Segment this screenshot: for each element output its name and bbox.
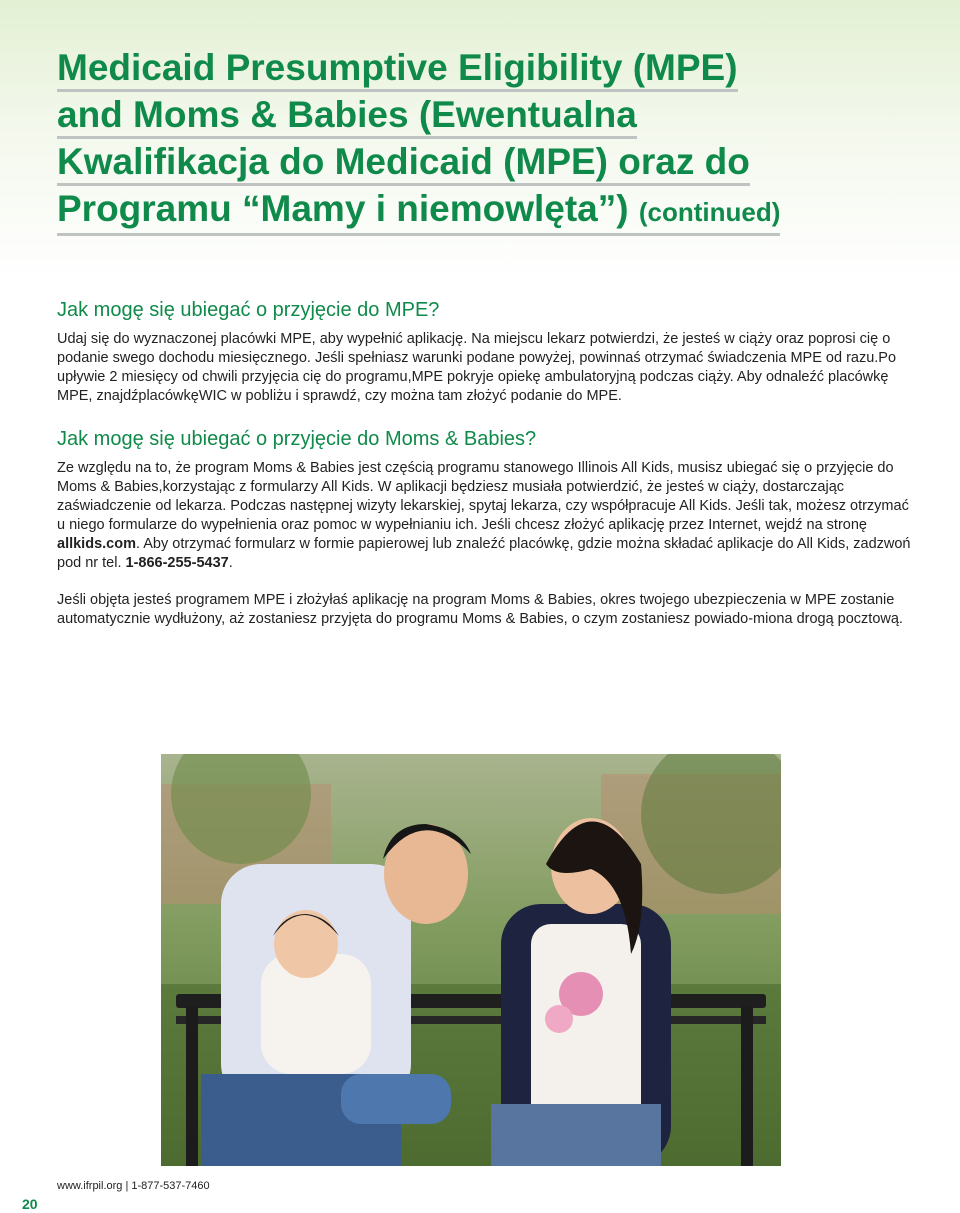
title-line-2: and Moms & Babies (Ewentualna (57, 95, 637, 139)
text-segment-b: . Aby otrzymać formularz w formie papierowej lub znaleźć placówkę, gdzie można składać aplikacje do All Kids, zadzwoń pod nr tel. (57, 536, 911, 571)
section-text-mpe-extension: Jeśli objęta jesteś programem MPE i złożyłaś aplikację na program Moms & Babies, okres twojego ubezpieczenia w MPE zostanie automatycznie wydłużony, aż zostaniesz przyjęta do programu Moms & Babies, o czym zostaniesz powiado-miona drogą pocztową. (57, 592, 903, 627)
phone-number: 1-866-255-5437 (125, 555, 229, 571)
section-heading-mpe: Jak mogę się ubiegać o przyjęcie do MPE? (57, 299, 440, 321)
title-line-3: Kwalifikacja do Medicaid (MPE) oraz do (57, 142, 750, 186)
title-line-4 (57, 189, 780, 236)
text-segment-a: Ze względu na to, że program Moms & Babies jest częścią programu stanowego Illinois All Kids, musisz ubiegać się o przyjęcie do Moms & Babies,korzystając z formularzy All Kids. W aplikacji będziesz musiała potwierdzić, że jesteś w ciąży, dostarczając zaświadczenie od lekarza. Podczas następnej wizyty lekarskiej, spytaj lekarza, czy współpracuje All Kids. Jeśli tak, możesz otrzymać u niego formularze do wypełnienia oraz pomoc w wypełnianiu ich. Jeśli chcesz złożyć aplikację przez Internet, wejdź na stronę (57, 460, 909, 533)
family-photo (161, 754, 781, 1166)
section-text-mpe: Udaj się do wyznaczonej placówki MPE, aby wypełnić aplikację. Na miejscu lekarz potwierdzi, że jesteś w ciąży oraz poprosi cię o podanie swego dochodu miesięcznego. Jeśli spełniasz warunki podane powyżej, powinnaś otrzymać świadczenia MPE od razu.Po upływie 2 miesięcy od chwili przyjęcia cię do programu,MPE pokryje opiekę ambulatoryjną podczas ciąży. Aby odnaleźć placówkę MPE, znajdźplacówkęWIC w pobliżu i sprawdź, czy można tam złożyć podanie do MPE. (57, 331, 897, 404)
title-line-1: Medicaid Presumptive Eligibility (MPE) (57, 48, 738, 92)
title-continued: (continued) (638, 197, 781, 227)
allkids-link[interactable]: allkids.com (57, 536, 136, 552)
page-title (57, 48, 937, 239)
section-heading-moms-babies: Jak mogę się ubiegać o przyjęcie do Moms & Babies? (57, 428, 537, 450)
text-segment-c: . (228, 555, 233, 571)
title-line-4-text: Programu “Mamy i niemowlęta”) (57, 188, 629, 229)
footer-contact: www.ifrpil.org | 1-877-537-7460 (57, 1180, 210, 1192)
page-number: 20 (22, 1196, 38, 1212)
section-text-moms-babies (57, 459, 917, 573)
family-photo-illustration (161, 754, 781, 1166)
